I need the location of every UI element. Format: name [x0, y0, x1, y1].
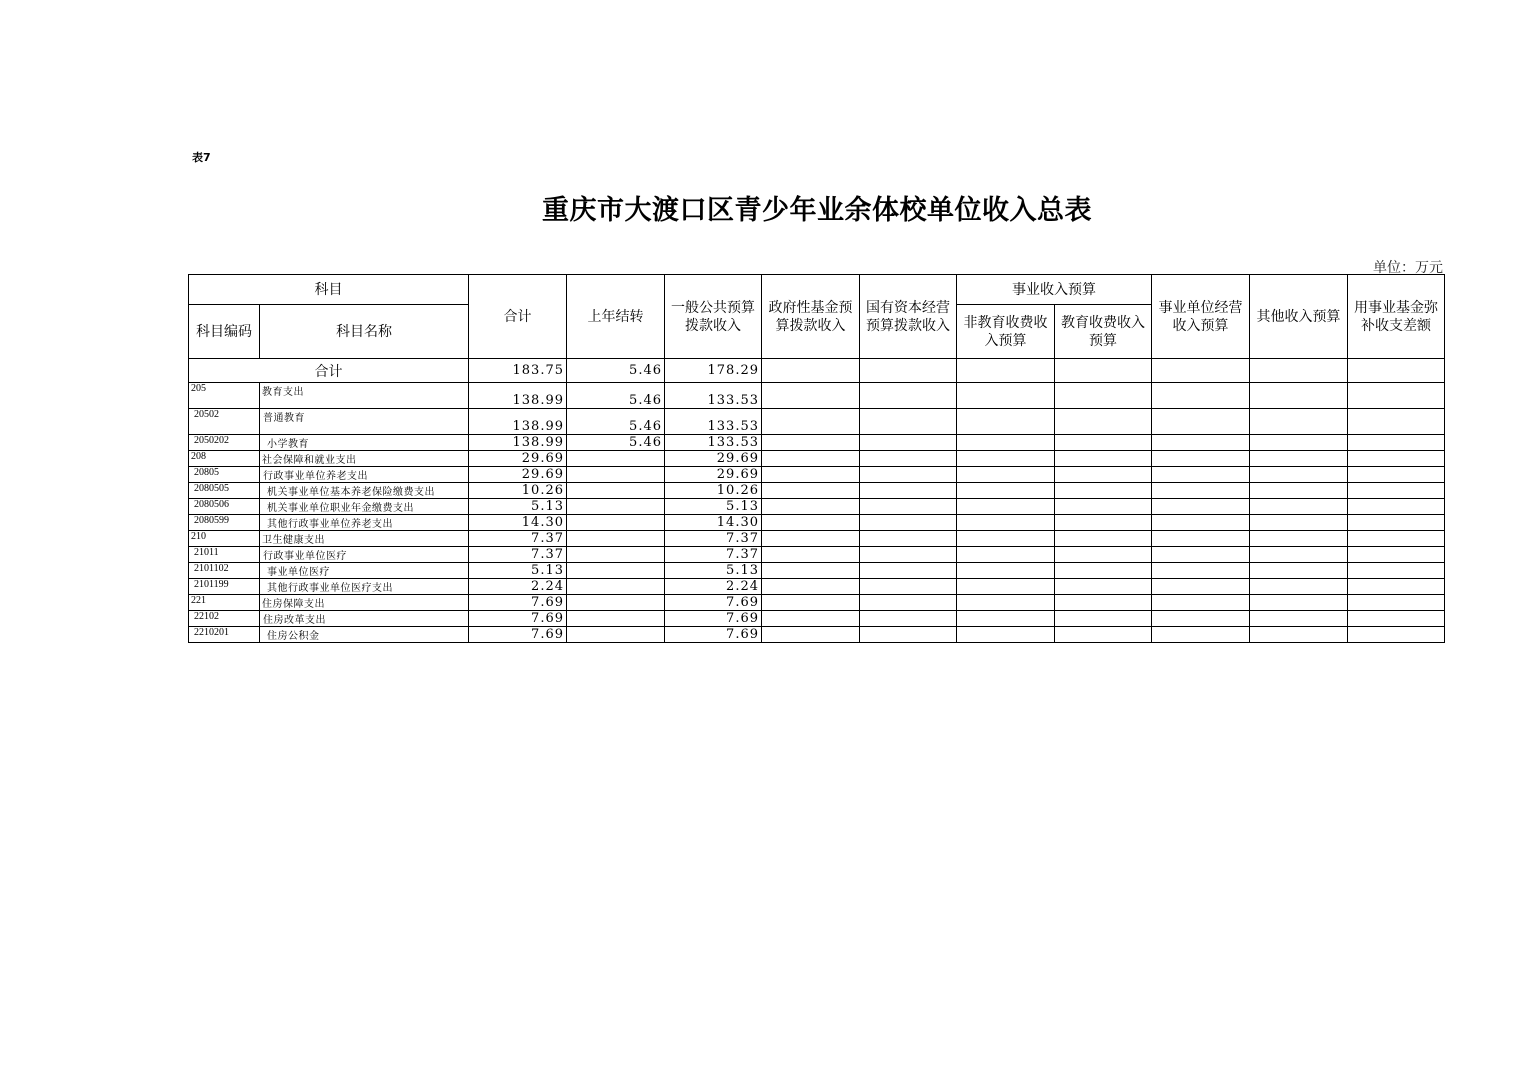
subject-name-cell: 教育支出	[260, 383, 469, 409]
empty-cell	[1348, 451, 1445, 467]
empty-cell	[957, 359, 1055, 383]
carryover-cell	[567, 627, 665, 643]
empty-cell	[1152, 595, 1250, 611]
table-row	[189, 579, 1445, 595]
empty-cell	[1152, 547, 1250, 563]
empty-cell	[762, 595, 860, 611]
empty-cell	[762, 409, 860, 435]
header-carryover: 上年结转	[567, 275, 665, 359]
table-row	[189, 627, 1445, 643]
header-operating-income: 事业单位经营收入预算	[1152, 275, 1250, 359]
empty-cell	[1348, 483, 1445, 499]
empty-cell	[860, 563, 957, 579]
empty-cell	[1055, 579, 1152, 595]
table-row	[189, 383, 1445, 409]
total-cell: 7.69	[469, 611, 567, 627]
total-cell: 5.13	[469, 499, 567, 515]
empty-cell	[1250, 579, 1348, 595]
subject-code-cell: 205	[189, 383, 260, 409]
empty-cell	[860, 531, 957, 547]
table-body	[189, 359, 1445, 643]
total-cell: 29.69	[469, 451, 567, 467]
table-row	[189, 435, 1445, 451]
subject-name-cell: 其他行政事业单位养老支出	[260, 515, 469, 531]
empty-cell	[1348, 515, 1445, 531]
header-subject: 科目	[189, 275, 469, 305]
empty-cell	[860, 435, 957, 451]
empty-cell	[1152, 467, 1250, 483]
header-state-capital: 国有资本经营预算拨款收入	[860, 275, 957, 359]
subject-code-cell: 210	[189, 531, 260, 547]
empty-cell	[762, 579, 860, 595]
empty-cell	[957, 579, 1055, 595]
carryover-cell: 5.46	[567, 383, 665, 409]
empty-cell	[1152, 579, 1250, 595]
general-budget-cell: 7.69	[665, 627, 762, 643]
general-budget-cell: 133.53	[665, 435, 762, 451]
empty-cell	[1250, 499, 1348, 515]
empty-cell	[1250, 359, 1348, 383]
empty-cell	[762, 563, 860, 579]
total-cell: 7.69	[469, 627, 567, 643]
total-cell: 29.69	[469, 467, 567, 483]
subject-code-cell: 2080599	[189, 515, 260, 531]
empty-cell	[1348, 383, 1445, 409]
subject-code-cell: 22102	[189, 611, 260, 627]
empty-cell	[860, 611, 957, 627]
empty-cell	[860, 595, 957, 611]
header-business-income: 事业收入预算	[957, 275, 1152, 305]
empty-cell	[957, 627, 1055, 643]
subject-name-cell: 社会保障和就业支出	[260, 451, 469, 467]
empty-cell	[1250, 595, 1348, 611]
general-budget-cell: 2.24	[665, 579, 762, 595]
header-non-edu-fee: 非教育收费收入预算	[957, 305, 1055, 359]
empty-cell	[1348, 611, 1445, 627]
general-budget-cell: 5.13	[665, 563, 762, 579]
subject-name-cell: 住房改革支出	[260, 611, 469, 627]
empty-cell	[762, 467, 860, 483]
empty-cell	[860, 359, 957, 383]
table-row	[189, 531, 1445, 547]
empty-cell	[1055, 499, 1152, 515]
general-budget-cell: 7.37	[665, 531, 762, 547]
table-row	[189, 595, 1445, 611]
empty-cell	[762, 627, 860, 643]
empty-cell	[957, 595, 1055, 611]
empty-cell	[1250, 515, 1348, 531]
total-row-total: 183.75	[469, 359, 567, 383]
general-budget-cell: 14.30	[665, 515, 762, 531]
subject-code-cell: 208	[189, 451, 260, 467]
empty-cell	[1348, 563, 1445, 579]
carryover-cell	[567, 595, 665, 611]
empty-cell	[860, 483, 957, 499]
general-budget-cell: 133.53	[665, 383, 762, 409]
subject-code-cell: 2101199	[189, 579, 260, 595]
empty-cell	[762, 483, 860, 499]
total-cell: 138.99	[469, 383, 567, 409]
empty-cell	[1055, 483, 1152, 499]
subject-name-cell: 住房公积金	[260, 627, 469, 643]
header-subject-name: 科目名称	[260, 305, 469, 359]
carryover-cell	[567, 483, 665, 499]
empty-cell	[1250, 435, 1348, 451]
header-gov-fund: 政府性基金预算拨款收入	[762, 275, 860, 359]
table-row	[189, 409, 1445, 435]
empty-cell	[1152, 359, 1250, 383]
general-budget-cell: 7.37	[665, 547, 762, 563]
empty-cell	[762, 435, 860, 451]
table-row	[189, 611, 1445, 627]
carryover-cell	[567, 467, 665, 483]
empty-cell	[860, 627, 957, 643]
empty-cell	[860, 451, 957, 467]
header-subject-code: 科目编码	[189, 305, 260, 359]
empty-cell	[1152, 451, 1250, 467]
subject-name-cell: 行政事业单位养老支出	[260, 467, 469, 483]
empty-cell	[957, 563, 1055, 579]
empty-cell	[1250, 483, 1348, 499]
subject-code-cell: 21011	[189, 547, 260, 563]
empty-cell	[1152, 483, 1250, 499]
carryover-cell	[567, 499, 665, 515]
carryover-cell	[567, 547, 665, 563]
empty-cell	[1055, 563, 1152, 579]
empty-cell	[762, 499, 860, 515]
subject-name-cell: 卫生健康支出	[260, 531, 469, 547]
empty-cell	[1152, 383, 1250, 409]
table-number: 表7	[192, 151, 211, 164]
empty-cell	[957, 611, 1055, 627]
empty-cell	[957, 467, 1055, 483]
empty-cell	[1055, 383, 1152, 409]
general-budget-cell: 5.13	[665, 499, 762, 515]
empty-cell	[1152, 531, 1250, 547]
subject-code-cell: 2080506	[189, 499, 260, 515]
empty-cell	[1055, 515, 1152, 531]
subject-code-cell: 20502	[189, 409, 260, 435]
empty-cell	[762, 359, 860, 383]
empty-cell	[1152, 627, 1250, 643]
empty-cell	[1348, 499, 1445, 515]
total-cell: 138.99	[469, 409, 567, 435]
empty-cell	[1348, 579, 1445, 595]
empty-cell	[1055, 409, 1152, 435]
table-row	[189, 499, 1445, 515]
empty-cell	[1348, 435, 1445, 451]
empty-cell	[1055, 359, 1152, 383]
empty-cell	[1055, 627, 1152, 643]
subject-name-cell: 事业单位医疗	[260, 563, 469, 579]
empty-cell	[1250, 627, 1348, 643]
empty-cell	[860, 467, 957, 483]
general-budget-cell: 29.69	[665, 467, 762, 483]
total-cell: 10.26	[469, 483, 567, 499]
empty-cell	[762, 531, 860, 547]
carryover-cell: 5.46	[567, 409, 665, 435]
total-row-general: 178.29	[665, 359, 762, 383]
subject-code-cell: 2080505	[189, 483, 260, 499]
empty-cell	[1250, 409, 1348, 435]
empty-cell	[1348, 359, 1445, 383]
empty-cell	[1250, 451, 1348, 467]
empty-cell	[860, 409, 957, 435]
table-row	[189, 451, 1445, 467]
empty-cell	[1055, 547, 1152, 563]
empty-cell	[1250, 563, 1348, 579]
empty-cell	[762, 383, 860, 409]
carryover-cell	[567, 579, 665, 595]
empty-cell	[957, 451, 1055, 467]
total-cell: 5.13	[469, 563, 567, 579]
unit-label: 单位：万元	[1373, 260, 1443, 276]
empty-cell	[1348, 531, 1445, 547]
general-budget-cell: 10.26	[665, 483, 762, 499]
subject-name-cell: 其他行政事业单位医疗支出	[260, 579, 469, 595]
empty-cell	[762, 547, 860, 563]
empty-cell	[1348, 409, 1445, 435]
carryover-cell	[567, 451, 665, 467]
total-cell: 138.99	[469, 435, 567, 451]
empty-cell	[1348, 467, 1445, 483]
subject-name-cell: 机关事业单位职业年金缴费支出	[260, 499, 469, 515]
empty-cell	[1055, 435, 1152, 451]
empty-cell	[957, 435, 1055, 451]
empty-cell	[1055, 595, 1152, 611]
header-total: 合计	[469, 275, 567, 359]
total-row-carryover: 5.46	[567, 359, 665, 383]
empty-cell	[957, 483, 1055, 499]
subject-name-cell: 机关事业单位基本养老保险缴费支出	[260, 483, 469, 499]
empty-cell	[957, 409, 1055, 435]
general-budget-cell: 7.69	[665, 611, 762, 627]
empty-cell	[1250, 611, 1348, 627]
total-cell: 7.37	[469, 547, 567, 563]
carryover-cell: 5.46	[567, 435, 665, 451]
empty-cell	[957, 499, 1055, 515]
total-cell: 7.69	[469, 595, 567, 611]
subject-code-cell: 221	[189, 595, 260, 611]
general-budget-cell: 133.53	[665, 409, 762, 435]
total-row	[189, 359, 1445, 383]
total-cell: 2.24	[469, 579, 567, 595]
empty-cell	[1055, 467, 1152, 483]
empty-cell	[1152, 499, 1250, 515]
empty-cell	[1250, 547, 1348, 563]
empty-cell	[1348, 547, 1445, 563]
header-general-budget: 一般公共预算拨款收入	[665, 275, 762, 359]
carryover-cell	[567, 531, 665, 547]
subject-code-cell: 2050202	[189, 435, 260, 451]
empty-cell	[1152, 563, 1250, 579]
empty-cell	[860, 547, 957, 563]
empty-cell	[860, 499, 957, 515]
carryover-cell	[567, 563, 665, 579]
carryover-cell	[567, 515, 665, 531]
subject-name-cell: 住房保障支出	[260, 595, 469, 611]
general-budget-cell: 7.69	[665, 595, 762, 611]
subject-code-cell: 20805	[189, 467, 260, 483]
header-fund-supplement: 用事业基金弥补收支差额	[1348, 275, 1445, 359]
empty-cell	[860, 383, 957, 409]
empty-cell	[957, 383, 1055, 409]
empty-cell	[1348, 627, 1445, 643]
empty-cell	[1250, 531, 1348, 547]
empty-cell	[1152, 611, 1250, 627]
empty-cell	[762, 611, 860, 627]
empty-cell	[1250, 467, 1348, 483]
general-budget-cell: 29.69	[665, 451, 762, 467]
table-row	[189, 547, 1445, 563]
table-row	[189, 467, 1445, 483]
subject-code-cell: 2101102	[189, 563, 260, 579]
total-cell: 7.37	[469, 531, 567, 547]
table-row	[189, 563, 1445, 579]
empty-cell	[1152, 409, 1250, 435]
subject-name-cell: 普通教育	[260, 409, 469, 435]
empty-cell	[1250, 383, 1348, 409]
empty-cell	[762, 515, 860, 531]
header-other-income: 其他收入预算	[1250, 275, 1348, 359]
empty-cell	[957, 531, 1055, 547]
empty-cell	[1152, 435, 1250, 451]
empty-cell	[1055, 451, 1152, 467]
empty-cell	[957, 547, 1055, 563]
empty-cell	[1055, 531, 1152, 547]
total-cell: 14.30	[469, 515, 567, 531]
empty-cell	[762, 451, 860, 467]
empty-cell	[1348, 595, 1445, 611]
empty-cell	[860, 515, 957, 531]
empty-cell	[1055, 611, 1152, 627]
subject-name-cell: 小学教育	[260, 435, 469, 451]
table-row	[189, 483, 1445, 499]
subject-code-cell: 2210201	[189, 627, 260, 643]
empty-cell	[957, 515, 1055, 531]
income-summary-table	[188, 274, 1445, 643]
empty-cell	[1152, 515, 1250, 531]
total-row-label: 合计	[189, 359, 469, 383]
table-row	[189, 515, 1445, 531]
empty-cell	[860, 579, 957, 595]
page-title: 重庆市大渡口区青少年业余体校单位收入总表	[542, 195, 1092, 226]
carryover-cell	[567, 611, 665, 627]
subject-name-cell: 行政事业单位医疗	[260, 547, 469, 563]
header-edu-fee: 教育收费收入预算	[1055, 305, 1152, 359]
